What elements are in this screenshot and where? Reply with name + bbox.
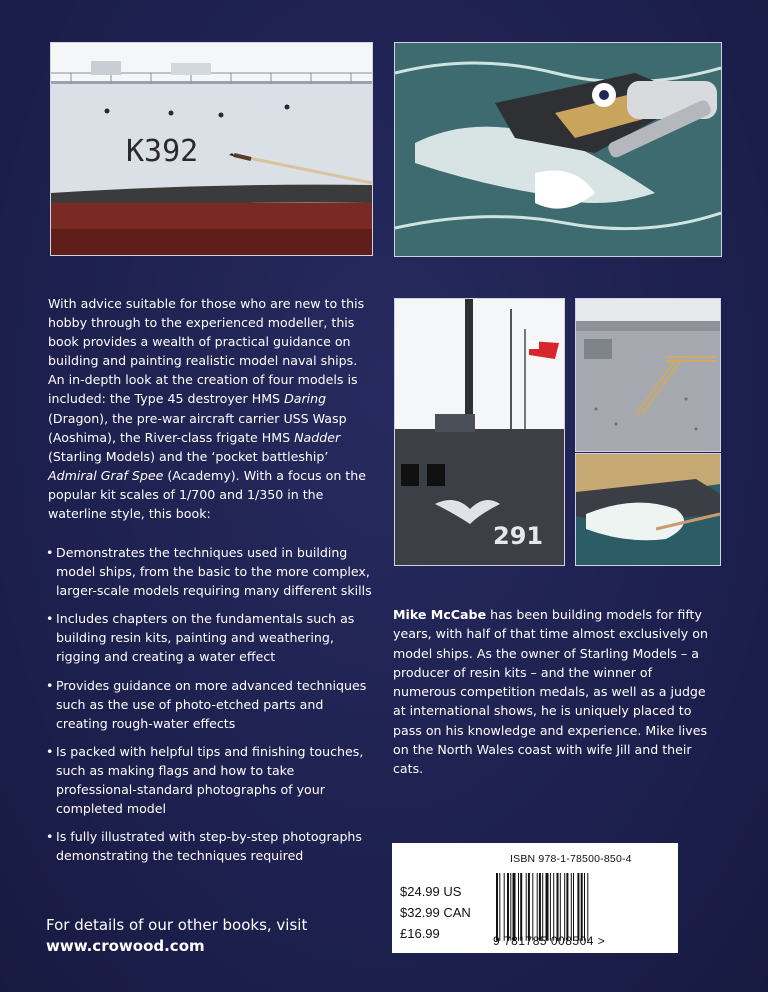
- barcode-bar: [507, 873, 509, 941]
- list-item: • Is fully illustrated with step-by-step photographs demonstrating the techniques required: [46, 829, 362, 864]
- pennant-number-text: 291: [493, 522, 544, 550]
- barcode-bar: [573, 873, 574, 941]
- photo-carrier-detail: [575, 298, 721, 452]
- photo-water-effect: [394, 42, 722, 257]
- barcode-bar: [532, 873, 533, 941]
- barcode-bar: [537, 873, 538, 941]
- website-link[interactable]: www.crowood.com: [46, 937, 205, 955]
- hull-number-text: K392: [126, 134, 199, 169]
- price-list: [400, 881, 471, 944]
- price-us: $24.99 US: [400, 884, 462, 899]
- publisher-footer: [46, 915, 366, 957]
- isbn-text: ISBN 978-1-78500-850-4: [510, 853, 632, 865]
- barcode-bar: [526, 873, 527, 941]
- barcode-bar: [553, 873, 554, 941]
- photo-submarine-tower: [394, 298, 565, 566]
- barcode-bar: [550, 873, 551, 941]
- barcode-bar: [510, 873, 511, 941]
- ship-name-nadder: Nadder: [294, 429, 341, 445]
- barcode-digits: 9 781785 008504 >: [493, 934, 606, 948]
- list-item: • Includes chapters on the fundamentals such as building resin kits, painting and weathering, rigging and creating a water effect: [46, 611, 355, 665]
- author-bio: Mike McCabe has been building models for fifty years, with half of that time almost exclusively on model ships. As the owner of Starling Models – a producer of resin kits – and the winner of numerous competition medals, as well as a judge at international shows, he is uniquely placed to pass on his knowledge and experience. Mike lives on the North Wales coast with wife Jill and their cats.: [393, 607, 708, 777]
- barcode-bar: [542, 873, 543, 941]
- barcode-bar: [513, 873, 516, 941]
- barcode-bar: [539, 873, 541, 941]
- barcode-bar: [499, 873, 500, 941]
- barcode-bar: [496, 873, 498, 941]
- barcode-bar: [577, 873, 579, 941]
- author-name: Mike McCabe: [393, 607, 487, 622]
- barcode-bar: [571, 873, 572, 941]
- ship-name-daring: Daring: [284, 391, 327, 407]
- barcode-bar: [566, 873, 568, 941]
- barcode-bar: [520, 873, 522, 941]
- intro-paragraph: With advice suitable for those who are new to this hobby through to the experienced modeller, this book provides a wealth of practical guidance on building and painting realistic model naval ships. An in-depth look at the creation of four models is included: the Type 45 destroyer HMS Daring (Dragon), the pre-war aircraft carrier USS Wasp (Aoshima), the River-class frigate HMS Nadder (Starling Models) and the ‘pocket battleship’ Admiral Graf Spee (Academy). With a focus on the popular kit scales of 1/700 and 1/350 in the waterline style, this book:: [48, 296, 366, 522]
- price-uk: £16.99: [400, 926, 440, 941]
- barcode-bar: [518, 873, 519, 941]
- barcode-bars: [492, 873, 664, 943]
- barcode-bar: [587, 873, 588, 941]
- barcode-bar: [584, 873, 585, 941]
- barcode-bar: [560, 873, 561, 941]
- barcode-panel: [392, 843, 678, 953]
- list-item: • Demonstrates the techniques used in building model ships, from the basic to the more complex, larger-scale models requiring many different skills: [46, 545, 372, 599]
- barcode-bar: [557, 873, 559, 941]
- barcode-bar: [528, 873, 530, 941]
- barcode-bar: [581, 873, 583, 941]
- list-item: • Is packed with helpful tips and finishing touches, such as making flags and how to take professional-standard photographs of your completed model: [46, 743, 364, 817]
- visit-text: For details of our other books, visit: [46, 916, 308, 934]
- barcode-bar: [504, 873, 505, 941]
- feature-list: [46, 543, 376, 874]
- price-can: $32.99 CAN: [400, 905, 471, 920]
- photo-bow-wave: [575, 453, 721, 566]
- barcode-bar: [564, 873, 565, 941]
- barcode-bar: [546, 873, 549, 941]
- photo-hull-painting: [50, 42, 373, 256]
- ship-name-graf-spee: Admiral Graf Spee: [48, 467, 164, 483]
- list-item: • Provides guidance on more advanced techniques such as the use of photo-etched parts and creating rough-water effects: [46, 677, 367, 731]
